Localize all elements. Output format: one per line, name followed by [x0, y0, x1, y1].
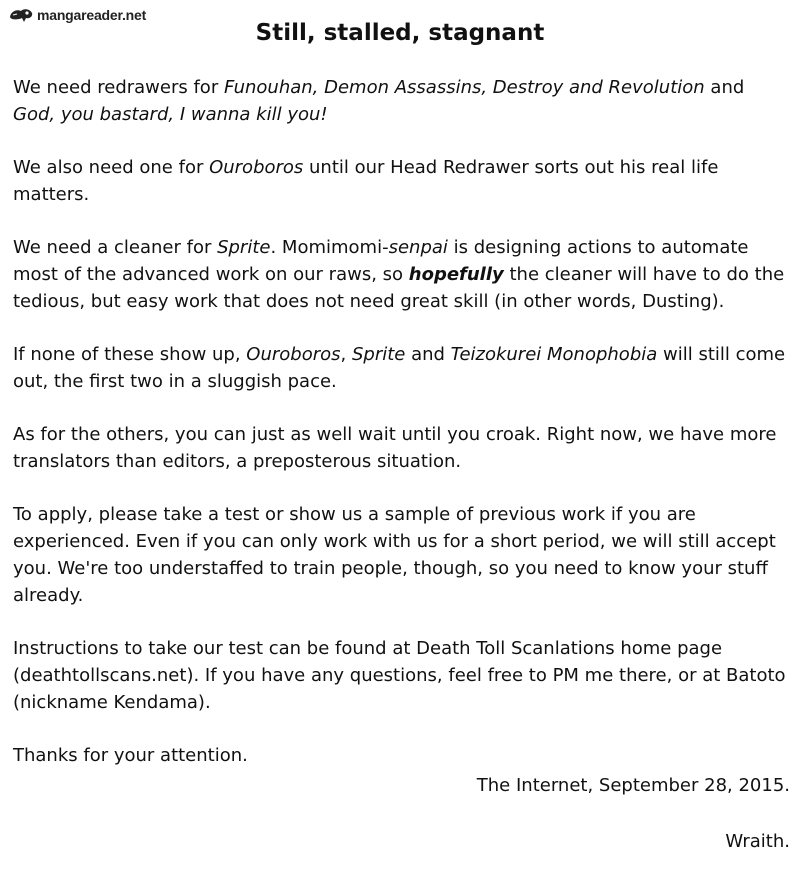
- text-run: We need redrawers for: [13, 77, 224, 98]
- text-run: . Momimomi-: [270, 237, 389, 258]
- series-title: God, you bastard, I wanna kill you!: [13, 104, 328, 125]
- paragraph-cleaner: [13, 234, 791, 315]
- series-title: Teizokurei Monophobia: [450, 344, 658, 365]
- text-run: and: [704, 77, 745, 98]
- letter-body: [13, 74, 791, 769]
- paragraph-others: As for the others, you can just as well wait until you croak. Right now, we have more translators than editors, a preposterous situation.: [13, 424, 777, 472]
- text-run: is designing actions to automate most of the advanced work on our raws, so: [13, 237, 749, 285]
- text-run: We also need one for: [13, 157, 210, 178]
- series-titles: Funouhan, Demon Assassins, Destroy and Revolution: [223, 77, 705, 98]
- series-title: Sprite: [217, 237, 271, 258]
- text-run: If none of these show up,: [13, 344, 247, 365]
- emphasis: hopefully: [408, 264, 504, 285]
- paragraph-thanks: Thanks for your attention.: [13, 745, 248, 766]
- series-title: Ouroboros: [246, 344, 341, 365]
- paragraph-instructions: Instructions to take our test can be found at Death Toll Scanlations home page (deathtollscans.net). If you have any questions, feel free to PM me there, or at Batoto (nickname Kendama).: [13, 638, 786, 713]
- text-run: and: [405, 344, 451, 365]
- watermark-text: mangareader.net: [37, 7, 147, 23]
- paragraph-ouroboros: [13, 154, 791, 208]
- series-title: Ouroboros: [209, 157, 304, 178]
- text-run: We need a cleaner for: [13, 237, 218, 258]
- text-run: the cleaner will have to do the tedious, but easy work that does not need great skill (in other words, Dusting).: [13, 264, 785, 312]
- series-title: Sprite: [351, 344, 406, 365]
- text-run: until our Head Redrawer sorts out his real life matters.: [13, 157, 719, 205]
- signoff-date: The Internet, September 28, 2015.: [476, 775, 790, 796]
- page-title: Still, stalled, stagnant: [255, 20, 545, 46]
- text-run: ,: [340, 344, 352, 365]
- signature: Wraith.: [725, 831, 790, 852]
- paragraph-fallback: [13, 341, 791, 395]
- honorific: senpai: [388, 237, 448, 258]
- paragraph-redrawers: [13, 74, 791, 128]
- text-run: will still come out, the first two in a sluggish pace.: [13, 344, 786, 392]
- paragraph-apply: To apply, please take a test or show us a sample of previous work if you are experienced. Even if you can only work with us for a short period, we will still accept you. We're too understaffed to train people, though, so you need to know your stuff already.: [13, 504, 776, 606]
